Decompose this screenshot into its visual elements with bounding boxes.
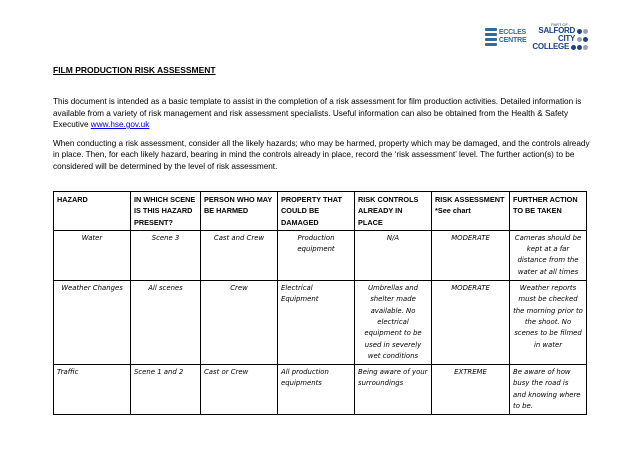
salford-word: SALFORD xyxy=(538,26,575,35)
header-action: FURTHER ACTION TO BE TAKEN xyxy=(510,192,587,231)
cell-assessment: MODERATE xyxy=(432,230,510,280)
eccles-logo-line1: ECCLES xyxy=(498,28,527,36)
hse-link[interactable]: www.hse.gov.uk xyxy=(90,120,150,129)
cell-person: Crew xyxy=(201,281,278,365)
intro-paragraph-2: When conducting a risk assessment, consider all the likely hazards; who may be harmed, property which may be damaged, and the controls already in place. Then, for each likely hazard, bearing in mind the controls already in place, record the ‘risk assessment’ level. The further action(s) to be considered will be determined by the level of risk assessment. xyxy=(53,138,590,171)
header-person: PERSON WHO MAY BE HARMED xyxy=(201,192,278,231)
cell-property: Electrical Equipment xyxy=(278,281,355,365)
cell-scene: Scene 3 xyxy=(131,230,201,280)
cell-hazard: Traffic xyxy=(54,365,131,415)
header-assessment: RISK ASSESSMENT *See chart xyxy=(432,192,510,231)
cell-action: Weather reports must be checked the morning prior to the shoot. No scenes to be filmed in water xyxy=(510,281,587,365)
table-header-row xyxy=(54,192,587,231)
logo-area xyxy=(485,22,588,51)
cell-controls: N/A xyxy=(355,230,432,280)
cell-action: Cameras should be kept at a far distance from the water at all times xyxy=(510,230,587,280)
college-word: COLLEGE xyxy=(532,42,569,51)
intro-paragraph-1 xyxy=(53,96,593,131)
table-row xyxy=(54,281,587,365)
city-dots-icon xyxy=(577,37,588,42)
cell-property: Production equipment xyxy=(278,230,355,280)
header-controls: RISK CONTROLS ALREADY IN PLACE xyxy=(355,192,432,231)
eccles-centre-logo xyxy=(485,27,527,47)
cell-controls: Umbrellas and shelter made available. No electrical equipment to be used in severely wet conditions xyxy=(355,281,432,365)
cell-scene: Scene 1 and 2 xyxy=(131,365,201,415)
cell-property: All production equipments xyxy=(278,365,355,415)
header-hazard: HAZARD xyxy=(54,192,131,231)
salford-city-college-logo xyxy=(532,22,588,51)
cell-assessment: EXTREME xyxy=(432,365,510,415)
eccles-logo-line2: CENTRE xyxy=(498,36,527,44)
salford-part-of-text: PART OF xyxy=(551,22,568,27)
risk-assessment-table xyxy=(53,191,587,415)
cell-person: Cast or Crew xyxy=(201,365,278,415)
table-row xyxy=(54,365,587,415)
salford-line-3 xyxy=(532,43,588,51)
cell-hazard: Weather Changes xyxy=(54,281,131,365)
college-dots-icon xyxy=(571,45,588,50)
eccles-mark-icon xyxy=(485,27,497,47)
intro-paragraph-1-text: This document is intended as a basic template to assist in the completion of a risk assessment for film production activities. Detailed information is available from a variety of risk management and risk assessment specialists. Useful information can also be obtained from the Health & Safety Executive xyxy=(53,97,582,129)
cell-scene: All scenes xyxy=(131,281,201,365)
city-word: CITY xyxy=(557,34,575,43)
salford-dots-icon xyxy=(577,29,588,34)
intro-text xyxy=(53,96,593,172)
cell-person: Cast and Crew xyxy=(201,230,278,280)
document-title: FILM PRODUCTION RISK ASSESSMENT xyxy=(53,65,216,75)
cell-action: Be aware of how busy the road is and knowing where to be. xyxy=(510,365,587,415)
cell-hazard: Water xyxy=(54,230,131,280)
header-scene: IN WHICH SCENE IS THIS HAZARD PRESENT? xyxy=(131,192,201,231)
header-property: PROPERTY THAT COULD BE DAMAGED xyxy=(278,192,355,231)
eccles-logo-text xyxy=(499,29,527,45)
cell-assessment: MODERATE xyxy=(432,281,510,365)
cell-controls: Being aware of your surroundings xyxy=(355,365,432,415)
table-row xyxy=(54,230,587,280)
